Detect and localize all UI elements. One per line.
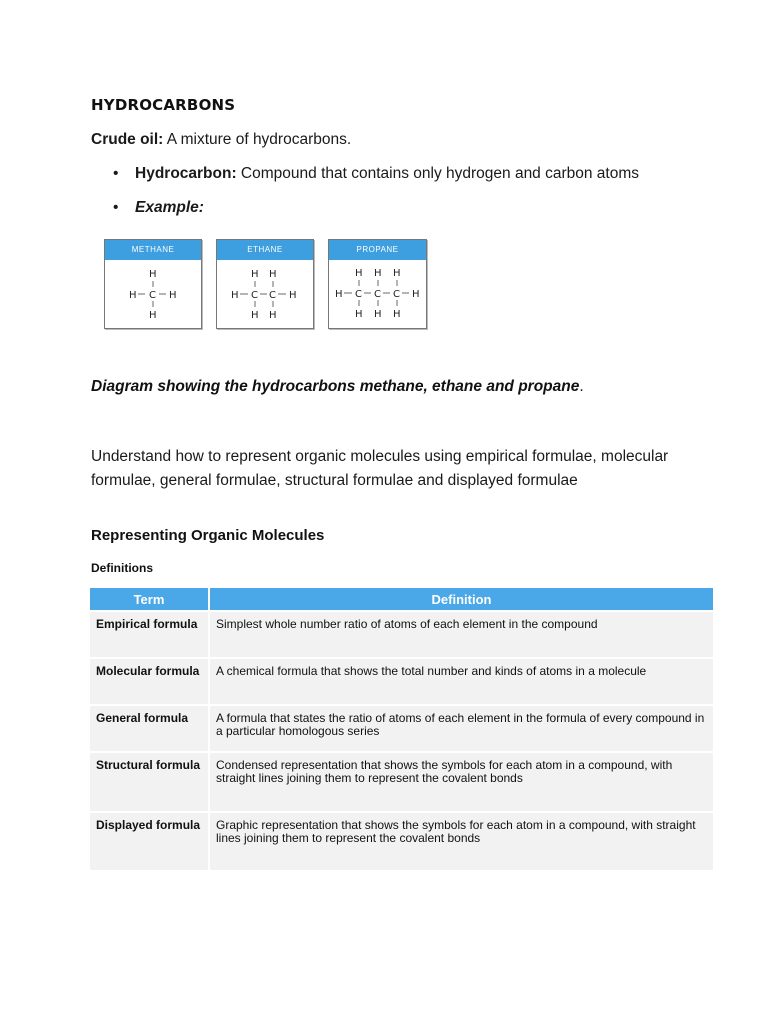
hydrogen-atom: H [393, 309, 401, 320]
term-cell: Molecular formula [90, 658, 209, 705]
carbon-atom: C [149, 290, 156, 301]
carbon-atom: C [393, 289, 400, 300]
ethane-card [216, 239, 314, 329]
caption-end: . [579, 378, 584, 395]
table-row [90, 658, 713, 705]
term-cell: Displayed formula [90, 812, 209, 870]
carbon-atom: C [355, 289, 362, 300]
sub-title: Definitions [91, 561, 153, 575]
hydrogen-atom: H [231, 290, 239, 301]
bullet-text: Compound that contains only hydrogen and carbon atoms [236, 165, 640, 182]
hydrogen-atom: H [269, 269, 277, 280]
methane-card [104, 239, 202, 329]
hydrogen-atom: H [374, 309, 382, 320]
header-definition: Definition [209, 588, 713, 611]
term-cell: Empirical formula [90, 611, 209, 658]
hydrogen-atom: H [269, 310, 277, 321]
hydrogen-atom: H [251, 310, 259, 321]
hydrogen-atom: H [355, 268, 363, 279]
hydrogen-atom: H [355, 309, 363, 320]
hydrogen-atom: H [374, 268, 382, 279]
bullet-dot-icon: • [113, 165, 119, 182]
propane-structure [329, 260, 426, 326]
definitions-table [90, 588, 713, 870]
hydrogen-atom: H [412, 289, 420, 300]
table-row [90, 752, 713, 812]
bullet-label: Hydrocarbon: [135, 165, 237, 182]
term-cell: General formula [90, 705, 209, 752]
table-row [90, 705, 713, 752]
definition-cell: A chemical formula that shows the total number and kinds of atoms in a molecule [209, 658, 713, 705]
carbon-atom: C [269, 290, 276, 301]
definition-cell: Graphic representation that shows the symbols for each atom in a compound, with straight lines joining them to represent the covalent bonds [209, 812, 713, 870]
ethane-structure [217, 260, 313, 326]
crude-oil-line [91, 131, 351, 149]
hydrogen-atom: H [289, 290, 297, 301]
definition-cell: Simplest whole number ratio of atoms of each element in the compound [209, 611, 713, 658]
term-cell: Structural formula [90, 752, 209, 812]
carbon-atom: C [251, 290, 258, 301]
definition-cell: A formula that states the ratio of atoms of each element in the formula of every compound in a particular homologous series [209, 705, 713, 752]
caption-text: Diagram showing the hydrocarbons methane, ethane and propane [91, 378, 580, 395]
crude-oil-label: Crude oil: [91, 131, 164, 148]
methane-structure [105, 260, 201, 326]
hydrogen-atom: H [129, 290, 137, 301]
hydrogen-atom: H [169, 290, 177, 301]
table-row [90, 812, 713, 870]
header-term: Term [90, 588, 209, 611]
bullet-example [113, 199, 204, 217]
diagram-caption [91, 378, 584, 396]
hydrogen-atom: H [393, 268, 401, 279]
bullet-hydrocarbon [113, 165, 639, 183]
molecule-name: ETHANE [217, 240, 313, 260]
crude-oil-text: A mixture of hydrocarbons. [163, 131, 352, 148]
intro-paragraph: Understand how to represent organic molecules using empirical formulae, molecular formulae, general formulae, structural formulae and displayed formulae [91, 448, 669, 489]
hydrogen-atom: H [149, 310, 157, 321]
hydrogen-atom: H [251, 269, 259, 280]
definition-cell: Condensed representation that shows the symbols for each atom in a compound, with straight lines joining them to represent the covalent bonds [209, 752, 713, 812]
molecule-name: PROPANE [329, 240, 426, 260]
hydrogen-atom: H [335, 289, 343, 300]
molecule-name: METHANE [105, 240, 201, 260]
propane-card [328, 239, 427, 329]
bullet-dot-icon: • [113, 199, 119, 216]
carbon-atom: C [374, 289, 381, 300]
bullet-label: Example: [135, 199, 204, 216]
section-title: Representing Organic Molecules [91, 527, 325, 544]
table-header-row [90, 588, 713, 611]
page-title: HYDROCARBONS [91, 96, 236, 114]
hydrogen-atom: H [149, 269, 157, 280]
table-row [90, 611, 713, 658]
